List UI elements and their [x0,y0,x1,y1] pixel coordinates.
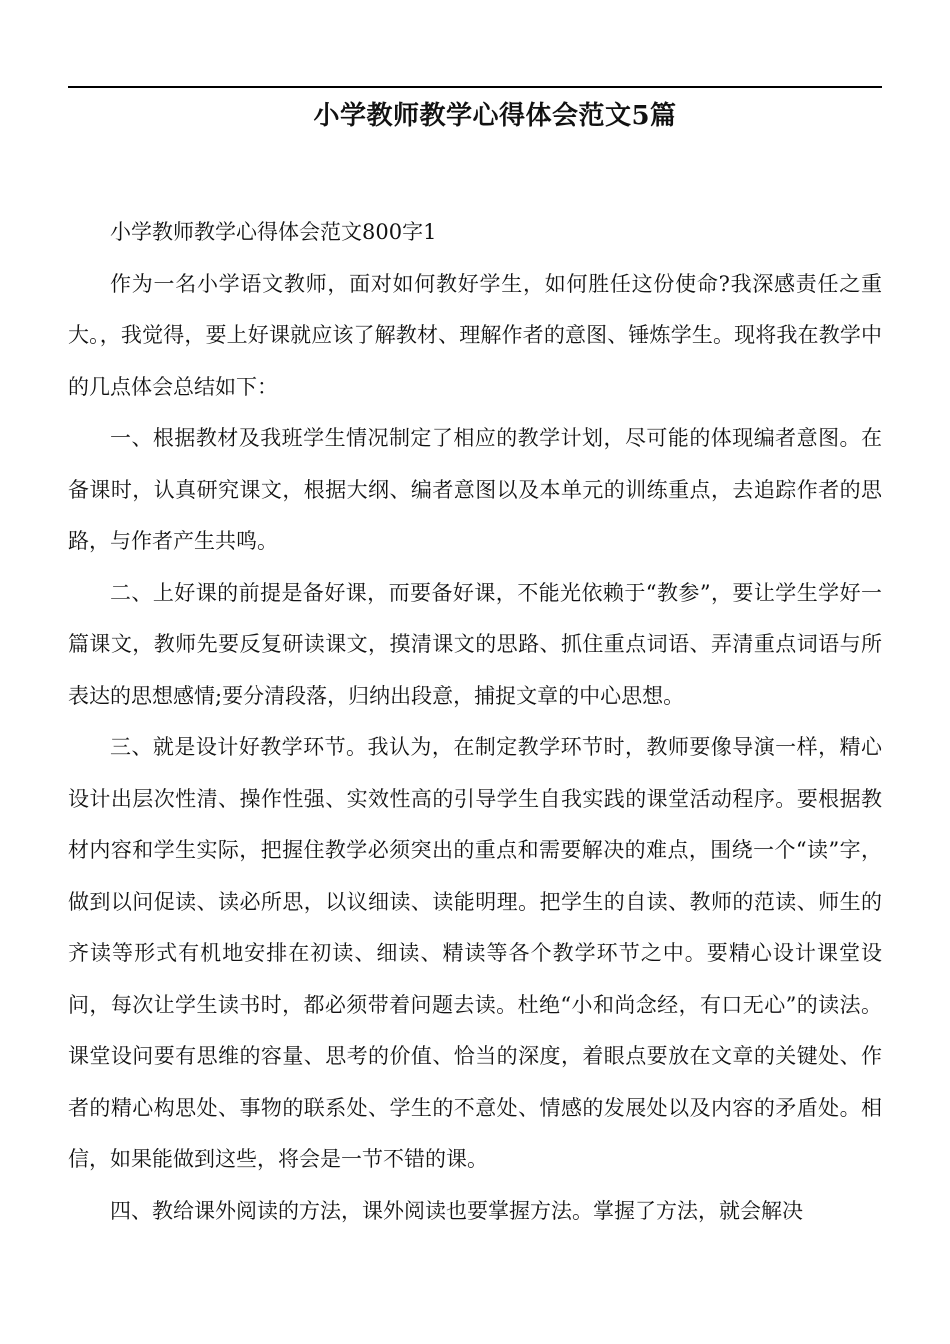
paragraph-point-2: 二、上好课的前提是备好课，而要备好课，不能光依赖于“教参”，要让学生学好一篇课文，教师先要反复研读课文，摸清课文的思路、抓住重点词语、弄清重点词语与所表达的思想感情;要分清段落，归纳出段意，捕捉文章的中心思想。 [68,580,882,708]
header-rule [68,86,882,88]
paragraph-point-4: 四、教给课外阅读的方法，课外阅读也要掌握方法。掌握了方法，就会解决 [110,1198,803,1223]
paragraph-point-3: 三、就是设计好教学环节。我认为，在制定教学环节时，教师要像导演一样，精心设计出层次性清、操作性强、实效性高的引导学生自我实践的课堂活动程序。要根据教材内容和学生实际，把握住教学必须突出的重点和需要解决的难点，围绕一个“读”字，做到以问促读、读必所思，以议细读、读能明理。把学生的自读、教师的范读、师生的齐读等形式有机地安排在初读、细读、精读等各个教学环节之中。要精心设计课堂设问，每次让学生读书时，都必须带着问题去读。杜绝“小和尚念经，有口无心”的读法。课堂设问要有思维的容量、思考的价值、恰当的深度，着眼点要放在文章的关键处、作者的精心构思处、事物的联系处、学生的不意处、情感的发展处以及内容的矛盾处。相信，如果能做到这些，将会是一节不错的课。 [68,735,882,1171]
paragraph-intro: 作为一名小学语文教师，面对如何教好学生，如何胜任这份使命?我深感责任之重大。，我觉得，要上好课就应该了解教材、理解作者的意图、锤炼学生。现将我在教学中的几点体会总结如下： [68,271,882,399]
section-subheading: 小学教师教学心得体会范文800字1 [110,220,437,244]
document-body [68,207,882,1237]
paragraph-point-1: 一、根据教材及我班学生情况制定了相应的教学计划，尽可能的体现编者意图。在备课时，认真研究课文，根据大纲、编者意图以及本单元的训练重点，去追踪作者的思路，与作者产生共鸣。 [68,426,882,553]
document-title: 小学教师教学心得体会范文5篇 [313,101,677,131]
